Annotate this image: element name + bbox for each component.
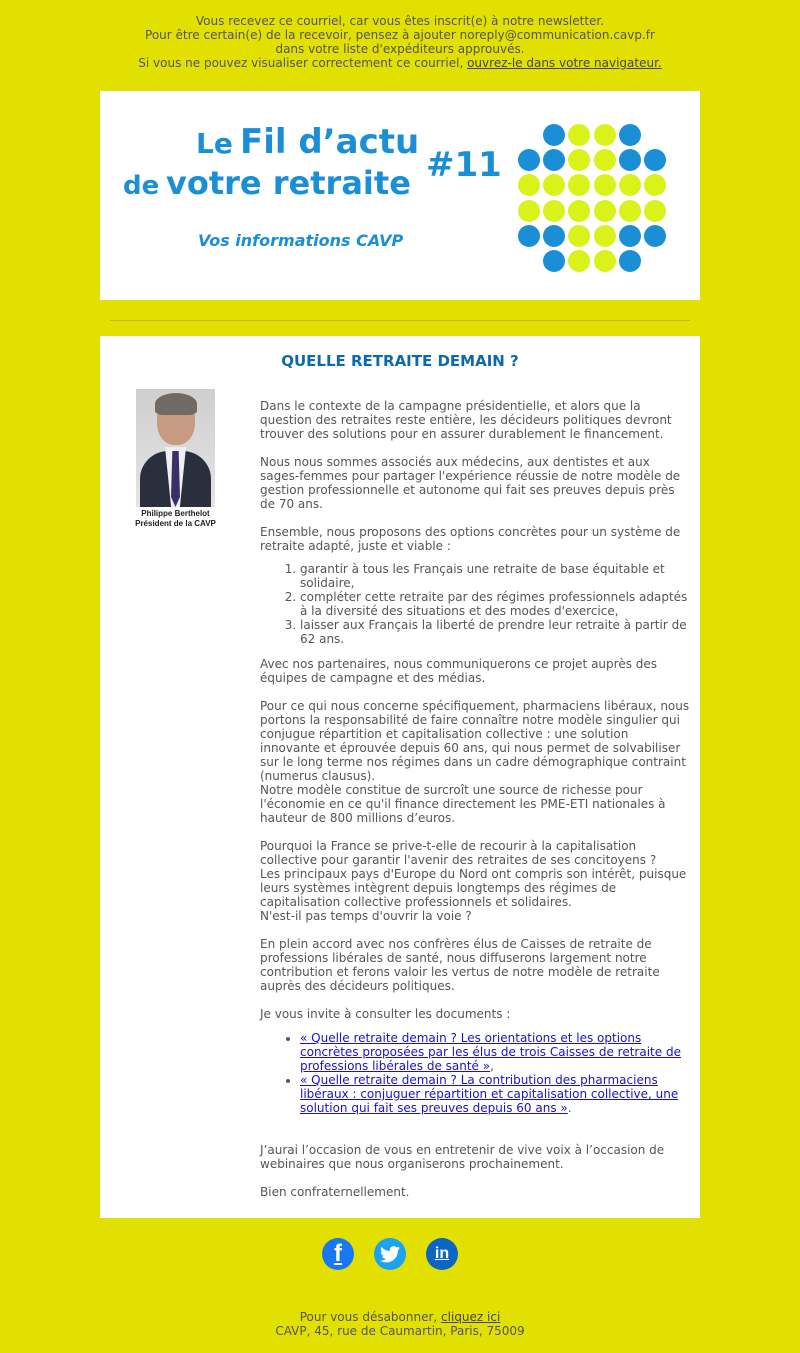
banner-tagline: Vos informations CAVP	[198, 231, 404, 250]
document-link-orientations[interactable]: « Quelle retraite demain ? Les orientations et les options concrètes proposées par les élus de trois Caisses de retraite de professions libérales de santé »	[300, 1031, 681, 1073]
logo-dot	[644, 149, 666, 171]
paragraph: J’aurai l’occasion de vous en entretenir de vive voix à l’occasion de webinaires que nous organiserons prochainement.	[260, 1143, 665, 1171]
logo-dot	[644, 225, 666, 247]
paragraph: Notre modèle constitue de surcroît une source de richesse pour l'économie en ce qu'il finance directement les PME-ETI nationales à hauteur de 800 millions d’euros.	[260, 783, 666, 825]
facebook-glyph: f	[334, 1240, 342, 1267]
paragraph: Avec nos partenaires, nous communiquerons ce projet auprès des équipes de campagne et des médias.	[260, 657, 658, 685]
document-item	[300, 1073, 690, 1115]
logo-dot	[568, 174, 590, 196]
option-item: 1. garantir à tous les Français une retraite de base équitable et solidaire,	[300, 562, 690, 590]
logo-dot	[518, 174, 540, 196]
logo-dot	[568, 250, 590, 272]
author-caption	[120, 509, 231, 529]
logo-dot	[543, 250, 565, 272]
article-card	[100, 336, 700, 1218]
paragraph: Nous nous sommes associés aux médecins, aux dentistes et aux sages-femmes pour partager l'expérience réussie de notre modèle de gestion professionnelle et autonome qui fait ses preuves depuis près de 70 ans.	[260, 455, 681, 511]
document-link-contribution[interactable]: « Quelle retraite demain ? La contribution des pharmaciens libéraux : conjuguer répartition et capitalisation collective, une solution qui fait ses preuves depuis 60 ans »	[300, 1073, 679, 1115]
photo-hair	[155, 393, 197, 415]
article-body	[260, 399, 690, 1213]
logo-dot	[594, 124, 616, 146]
paragraph: Pour ce qui nous concerne spécifiquement, pharmaciens libéraux, nous portons la responsabilité de faire connaître notre modèle singulier qui conjugue répartition et capitalisation collective : une solution innovante et éprouvée depuis 60 ans, qui nous permet de solvabiliser sur le long terme nos régimes dans un cadre démographique contraint (numerus clausus).	[260, 699, 690, 783]
option-item: 3. laisser aux Français la liberté de prendre leur retraite à partir de 62 ans.	[300, 618, 690, 646]
paragraph: Je vous invite à consulter les documents :	[260, 1007, 511, 1021]
logo-dot	[568, 200, 590, 222]
list-punctuation: ,	[490, 1059, 494, 1073]
paragraph: N'est-il pas temps d'ouvrir la voie ?	[260, 909, 472, 923]
list-punctuation: .	[567, 1101, 572, 1115]
unsubscribe-line	[0, 1310, 800, 1324]
facebook-icon[interactable]	[322, 1238, 354, 1270]
author-photo	[136, 389, 215, 507]
options-list	[260, 562, 690, 646]
open-in-browser-link[interactable]: ouvrez-le dans votre navigateur.	[467, 56, 662, 70]
preheader-text: Si vous ne pouvez visualiser correctement ce courriel,	[138, 56, 468, 70]
preheader-line: Pour être certain(e) de la recevoir, pensez à ajouter noreply@communication.cavp.fr	[145, 28, 655, 42]
paragraph: Les principaux pays d'Europe du Nord ont compris son intérêt, puisque leurs systèmes intègrent depuis longtemps des régimes de capitalisation collective professionnels et solidaires.	[260, 867, 687, 909]
logo-dot	[594, 250, 616, 272]
unsubscribe-text: Pour vous désabonner,	[299, 1310, 442, 1324]
preheader	[0, 14, 800, 70]
logo-dot	[594, 200, 616, 222]
logo-dot	[619, 200, 641, 222]
paragraph: En plein accord avec nos confrères élus de Caisses de retraite de professions libérales de santé, nous diffuserons largement notre contribution et ferons valoir les vertus de notre modèle de retraite auprès des décideurs politiques.	[260, 937, 660, 993]
logo-dot	[543, 225, 565, 247]
logo-dot	[619, 225, 641, 247]
option-item: 2. compléter cette retraite par des régimes professionnels adaptés à la diversité des situations et des modes d'exercice,	[300, 590, 690, 618]
preheader-line: Vous recevez ce courriel, car vous êtes inscrit(e) à notre newsletter.	[195, 14, 605, 28]
author-name: Philippe Berthelot	[141, 509, 210, 518]
logo-dot	[543, 149, 565, 171]
article-title: QUELLE RETRAITE DEMAIN ?	[281, 352, 519, 370]
footer	[0, 1310, 800, 1338]
logo-dot	[644, 200, 666, 222]
preheader-line	[0, 56, 800, 70]
logo-dot	[543, 200, 565, 222]
banner-title-votre: votre retraite	[166, 164, 411, 202]
divider	[110, 320, 690, 321]
banner-title-le: Le	[196, 127, 233, 160]
logo-dot	[619, 174, 641, 196]
preheader-line: dans votre liste d'expéditeurs approuvés.	[275, 42, 525, 56]
unsubscribe-link[interactable]: cliquez ici	[441, 1310, 501, 1324]
logo-dot	[568, 149, 590, 171]
logo-dot	[619, 149, 641, 171]
logo-dot	[543, 174, 565, 196]
paragraph: Pourquoi la France se prive-t-elle de recourir à la capitalisation collective pour garantir l'avenir des retraites de ses concitoyens ?	[260, 839, 657, 867]
logo-dot	[543, 124, 565, 146]
logo-dot	[619, 124, 641, 146]
twitter-bird-icon	[380, 1246, 400, 1263]
newsletter-banner	[100, 91, 700, 300]
logo-dot	[619, 250, 641, 272]
twitter-icon[interactable]	[374, 1238, 406, 1270]
logo-dot	[518, 200, 540, 222]
logo-dot	[594, 225, 616, 247]
banner-title-de: de	[123, 171, 160, 201]
document-item	[300, 1031, 690, 1073]
linkedin-icon[interactable]	[426, 1238, 458, 1270]
author-role: Président de la CAVP	[135, 519, 216, 528]
logo-dot	[594, 174, 616, 196]
paragraph: Dans le contexte de la campagne présidentielle, et alors que la question des retraites reste entière, les décideurs politiques devront trouver des solutions pour en assurer durablement le financement.	[260, 399, 672, 441]
logo-dot	[568, 124, 590, 146]
logo-dot	[518, 149, 540, 171]
closing: Bien confraternellement.	[260, 1185, 410, 1199]
banner-title-fil: Fil d’actu	[240, 122, 420, 162]
logo-dot	[568, 225, 590, 247]
photo-tie	[171, 451, 180, 507]
documents-list	[260, 1031, 690, 1115]
logo-dot	[644, 174, 666, 196]
cavp-dots-logo	[518, 124, 670, 274]
postal-address: CAVP, 45, rue de Caumartin, Paris, 75009	[275, 1324, 525, 1338]
logo-dot	[518, 225, 540, 247]
linkedin-glyph: in	[434, 1245, 450, 1262]
paragraph: Ensemble, nous proposons des options concrètes pour un système de retraite adapté, juste et viable :	[260, 525, 681, 553]
logo-dot	[594, 149, 616, 171]
issue-number: #11	[426, 145, 502, 185]
